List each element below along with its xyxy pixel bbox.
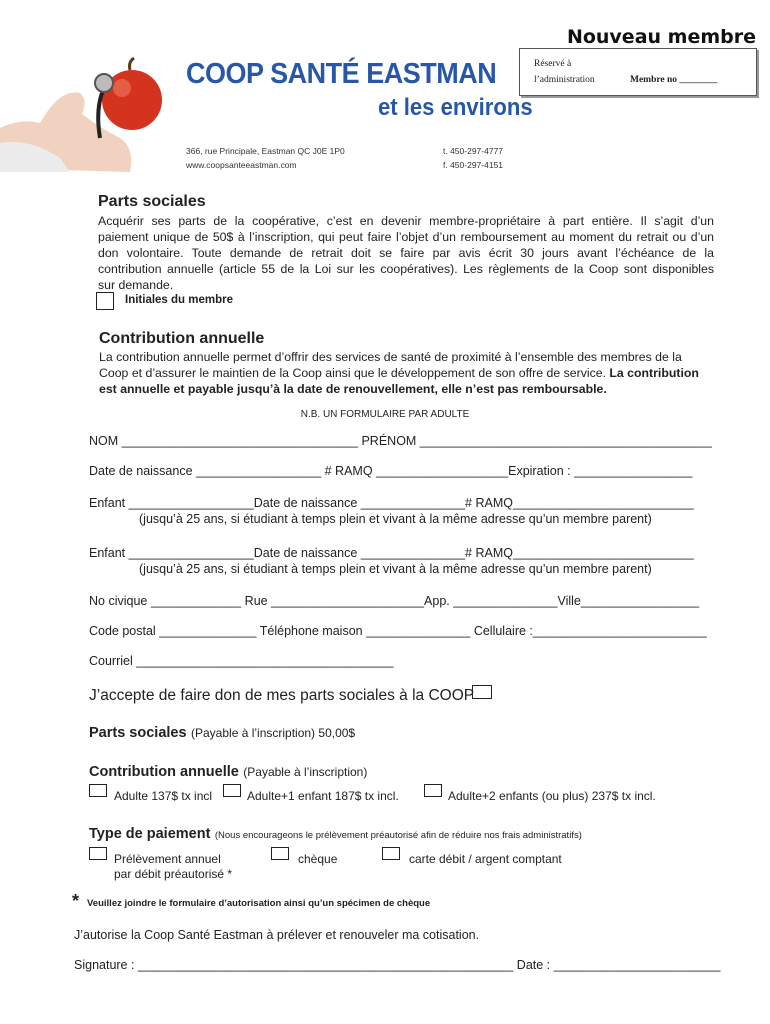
- option-adult-label: Adulte 137$ tx incl: [114, 789, 213, 803]
- contribution-bold-text: La contribution: [609, 366, 699, 380]
- contrib-payment-heading: Contribution annuelle: [89, 764, 239, 780]
- parts-heading: Parts sociales: [98, 193, 206, 210]
- website: www.coopsanteeastman.com: [186, 160, 297, 170]
- admin-box: [519, 48, 757, 96]
- parts-payment-detail: (Payable à l’inscription) 50,00$: [191, 726, 356, 740]
- parts-line: don volontaire. Toute demande de retrait doit se faire par avis écrit 30 jours avant l’échéance de la: [98, 246, 714, 260]
- contribution-line: La contribution annuelle permet d’offrir des services de santé de proximité à l’ensemble des membres de la: [99, 350, 682, 364]
- logo-subtitle: et les environs: [378, 94, 533, 121]
- donation-label: J’accepte de faire don de mes parts sociales à la COOP: [89, 687, 475, 704]
- payment-preauth-label: Prélèvement annuel: [114, 852, 221, 866]
- payment-cheque-label: chèque: [298, 852, 338, 866]
- payment-type-heading: Type de paiement: [89, 826, 211, 842]
- name-field-line[interactable]: NOM __________________________________ PRÉNOM __________________________________________: [89, 434, 712, 448]
- option-adult-2children-checkbox[interactable]: [424, 784, 442, 797]
- stethoscope-apple-illustration: [0, 48, 175, 172]
- contrib-payment-detail: (Payable à l’inscription): [243, 765, 368, 779]
- payment-type-row: [89, 825, 582, 843]
- signature-date-line[interactable]: Signature : ______________________________________________________ Date : ________________________: [74, 958, 721, 972]
- payment-preauth-checkbox[interactable]: [89, 847, 107, 860]
- email-line[interactable]: Courriel _____________________________________: [89, 654, 394, 668]
- parts-paragraph: [98, 213, 714, 293]
- option-adult-checkbox[interactable]: [89, 784, 107, 797]
- member-number-field[interactable]: Membre no ________: [630, 75, 718, 85]
- logo-title: COOP SANTÉ EASTMAN: [186, 58, 497, 90]
- donation-checkbox[interactable]: [472, 685, 492, 699]
- admin-reserved-label: Réservé à: [534, 59, 572, 69]
- form-title: Nouveau membre: [566, 26, 756, 48]
- payment-cheque-checkbox[interactable]: [271, 847, 289, 860]
- parts-payment-row: [89, 724, 355, 742]
- initials-label: Initiales du membre: [125, 294, 234, 306]
- option-adult-child-label: Adulte+1 enfant 187$ tx incl.: [247, 789, 399, 803]
- parts-payment-heading: Parts sociales: [89, 725, 187, 741]
- parts-line: contribution annuelle (article 55 de la Loi sur les coopératives). Les règlements de la Coop sont disponibles: [98, 262, 714, 276]
- option-adult-child-checkbox[interactable]: [223, 784, 241, 797]
- address-line[interactable]: No civique _____________ Rue ______________________App. _______________Ville_________________: [89, 594, 700, 608]
- postal-phone-line[interactable]: Code postal ______________ Téléphone maison _______________ Cellulaire :_________________________: [89, 624, 707, 638]
- payment-preauth-label-2: par débit préautorisé *: [114, 867, 233, 881]
- contribution-heading: Contribution annuelle: [99, 330, 265, 347]
- child-1-line[interactable]: Enfant __________________Date de naissance _______________# RAMQ__________________________: [89, 496, 694, 510]
- payment-debit-label: carte débit / argent comptant: [409, 852, 562, 866]
- payment-type-detail: (Nous encourageons le prélèvement préautorisé afin de réduire nos frais administratifs): [214, 830, 582, 841]
- attach-note: Veuillez joindre le formulaire d’autorisation ainsi qu’un spécimen de chèque: [87, 898, 431, 909]
- parts-line: Acquérir ses parts de la coopérative, c’est en devenir membre-propriétaire à part entière. Il s’agit d’un: [98, 214, 714, 228]
- birthdate-ramq-line[interactable]: Date de naissance __________________ # RAMQ ___________________Expiration : _________________: [89, 464, 693, 478]
- parts-line: paiement unique de 50$ à l’inscription, qui peut faire l’objet d’un remboursement au moment du retrait ou d’un: [98, 230, 714, 244]
- address: 366, rue Principale, Eastman QC J0E 1P0: [186, 146, 345, 156]
- authorization-text: J’autorise la Coop Santé Eastman à prélever et renouveler ma cotisation.: [74, 928, 480, 942]
- asterisk: *: [72, 891, 80, 911]
- child-2-note: (jusqu’à 25 ans, si étudiant à temps plein et vivant à la même adresse qu’un membre parent): [139, 562, 652, 576]
- fax: f. 450-297-4151: [443, 160, 504, 170]
- parts-line: sur demande.: [98, 278, 174, 292]
- form-note: N.B. UN FORMULAIRE PAR ADULTE: [300, 409, 470, 420]
- contribution-line: [99, 365, 715, 381]
- contribution-line: est annuelle et payable jusqu’à la date de renouvellement, elle n’est pas remboursable.: [99, 382, 607, 396]
- child-1-note: (jusqu’à 25 ans, si étudiant à temps plein et vivant à la même adresse qu’un membre parent): [139, 512, 652, 526]
- payment-debit-checkbox[interactable]: [382, 847, 400, 860]
- contribution-text: Coop et d’assurer le maintien de la Coop ainsi que le développement de son offre de service.: [99, 366, 610, 380]
- initials-checkbox[interactable]: [96, 292, 114, 310]
- contrib-payment-row: [89, 763, 367, 781]
- child-2-line[interactable]: Enfant __________________Date de naissance _______________# RAMQ__________________________: [89, 546, 694, 560]
- contribution-paragraph: [99, 349, 715, 397]
- admin-label: l’administration: [534, 75, 595, 85]
- option-adult-2children-label: Adulte+2 enfants (ou plus) 237$ tx incl.: [448, 789, 656, 803]
- stethoscope-head: [95, 74, 113, 92]
- phone: t. 450-297-4777: [443, 146, 504, 156]
